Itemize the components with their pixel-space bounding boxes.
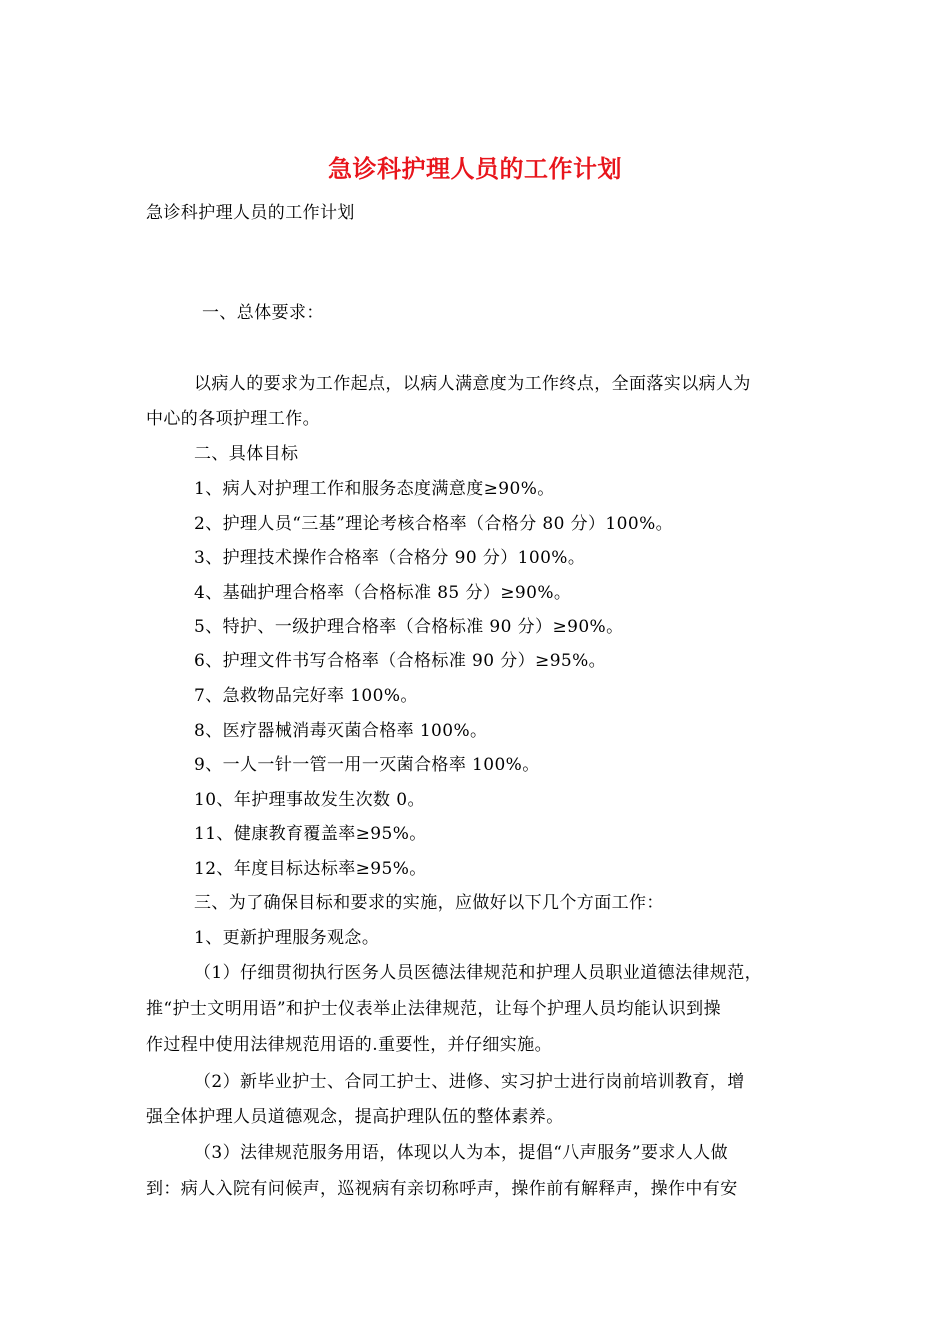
section-heading-general: 一、总体要求： — [202, 303, 324, 323]
paragraph-line: 中心的各项护理工作。 — [146, 409, 320, 429]
paragraph-line: （1）仔细贯彻执行医务人员医德法律规范和护理人员职业道德法律规范， — [194, 963, 763, 983]
goal-item: 1、病人对护理工作和服务态度满意度≥90%。 — [194, 479, 555, 499]
paragraph-line: 强全体护理人员道德观念，提高护理队伍的整体素养。 — [146, 1107, 564, 1127]
paragraph-line: 作过程中使用法律规范用语的.重要性，并仔细实施。 — [146, 1035, 553, 1055]
paragraph-line: 以病人的要求为工作起点，以病人满意度为工作终点，全面落实以病人为 — [194, 374, 751, 394]
goal-item: 7、急救物品完好率 100%。 — [194, 686, 418, 706]
document-title: 急诊科护理人员的工作计划 — [328, 155, 622, 183]
document-subtitle: 急诊科护理人员的工作计划 — [146, 203, 355, 223]
item-heading: 1、更新护理服务观念。 — [194, 928, 380, 948]
goal-item: 2、护理人员“三基”理论考核合格率（合格分 80 分）100%。 — [194, 514, 674, 534]
goal-item: 10、年护理事故发生次数 0。 — [194, 790, 425, 810]
paragraph-line: （3）法律规范服务用语，体现以人为本，提倡“八声服务”要求人人做 — [194, 1143, 728, 1163]
goal-item: 8、医疗器械消毒灭菌合格率 100%。 — [194, 721, 488, 741]
paragraph-line: （2）新毕业护士、合同工护士、进修、实习护士进行岗前培训教育，增 — [194, 1072, 745, 1092]
goal-item: 4、基础护理合格率（合格标准 85 分）≥90%。 — [194, 583, 572, 603]
section-heading-goals: 二、具体目标 — [194, 444, 299, 464]
goal-item: 11、健康教育覆盖率≥95%。 — [194, 824, 427, 844]
section-heading-measures: 三、为了确保目标和要求的实施，应做好以下几个方面工作： — [194, 893, 664, 913]
goal-item: 5、特护、一级护理合格率（合格标准 90 分）≥90%。 — [194, 617, 624, 637]
goal-item: 6、护理文件书写合格率（合格标准 90 分）≥95%。 — [194, 651, 607, 671]
paragraph-line: 到：病人入院有问候声，巡视病有亲切称呼声，操作前有解释声，操作中有安 — [146, 1179, 738, 1199]
goal-item: 12、年度目标达标率≥95%。 — [194, 859, 427, 879]
goal-item: 9、一人一针一管一用一灭菌合格率 100%。 — [194, 755, 540, 775]
paragraph-line: 推“护士文明用语”和护士仪表举止法律规范，让每个护理人员均能认识到操 — [146, 999, 721, 1019]
goal-item: 3、护理技术操作合格率（合格分 90 分）100%。 — [194, 548, 586, 568]
